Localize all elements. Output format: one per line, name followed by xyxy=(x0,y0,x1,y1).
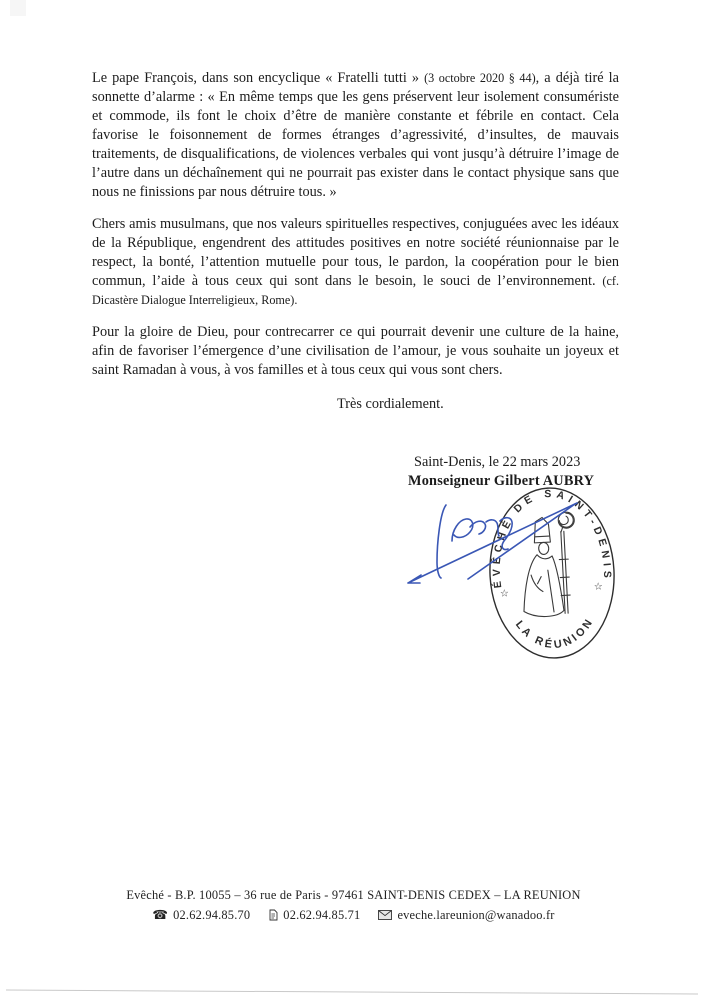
fax-number: 02.62.94.85.71 xyxy=(283,908,361,922)
star-icon: ☆ xyxy=(593,581,604,593)
phone-number: 02.62.94.85.70 xyxy=(173,908,251,922)
paragraph: Chers amis musulmans, que nos valeurs spirituelles respectives, conjuguées avec les idéaux de la République, engendrent des attitudes positives en notre société réunionnaise par le respect, la bonté, l’attention mutuelle pour tous, le pardon, la coopération pour le bien commun, l’aide à tous ceux qui sont dans le besoin, le souci de l’environnement. (cf. Dicastère Dialogue Interreligieux, Rome). xyxy=(92,216,619,307)
letter-body xyxy=(92,69,619,414)
fax-contact xyxy=(268,906,360,924)
paragraph: Le pape François, dans son encyclique « Fratelli tutti » (3 octobre 2020 § 44), a déjà tiré la sonnette d’alarme : « En même temps que les gens préservent leur isolement consumériste et commode, ils font le choix d’être de manière constante et fébrile en contact. Cela favorise le foisonnement de formes étranges d’agressivité, d’insultes, de mauvais traitements, de disqualifications, de violences verbales qui vont jusqu’à détruire l’image de l’autre dans un déchaînement qui ne pourrait pas exister dans le contact physique sans que nous ne finissions par nous détruire tous. » xyxy=(92,70,619,200)
fax-icon xyxy=(268,909,278,921)
scan-edge-line xyxy=(0,984,707,998)
bishop-figure-icon xyxy=(519,512,579,618)
footer-address: Evêché - B.P. 10055 – 36 rue de Paris - 97461 SAINT-DENIS CEDEX – LA REUNION xyxy=(126,888,581,902)
closing-salutation: Très cordialement. xyxy=(337,396,444,412)
signatory-name: Monseigneur Gilbert AUBRY xyxy=(408,473,595,489)
email-icon xyxy=(378,910,392,920)
star-icon: ☆ xyxy=(499,588,510,600)
phone-icon: ☎ xyxy=(152,906,169,922)
letter-paragraphs xyxy=(92,69,619,380)
seal-and-signature xyxy=(388,482,664,672)
letterhead-footer xyxy=(0,886,707,924)
seal-oval xyxy=(486,485,619,661)
email-contact xyxy=(378,906,554,924)
scan-artifact xyxy=(10,0,26,16)
footer-contact-row xyxy=(0,906,707,924)
place-date: Saint-Denis, le 22 mars 2023 xyxy=(414,454,581,470)
seal-bottom-text: LA RÉUNION xyxy=(512,615,597,652)
email-address: eveche.lareunion@wanadoo.fr xyxy=(397,908,555,922)
phone-contact xyxy=(152,906,250,924)
seal-top-text: ÉVÊCHÉ DE SAINT-DENIS xyxy=(490,488,614,589)
paragraph: Pour la gloire de Dieu, pour contrecarrer ce qui pourrait devenir une culture de la haine, afin de favoriser l’émergence d’une civilisation de l’amour, je vous souhaite un joyeux et saint Ramadan à vous, à vos familles et à tous ceux qui vous sont chers. xyxy=(92,324,619,378)
episcopal-seal-icon xyxy=(486,485,619,661)
